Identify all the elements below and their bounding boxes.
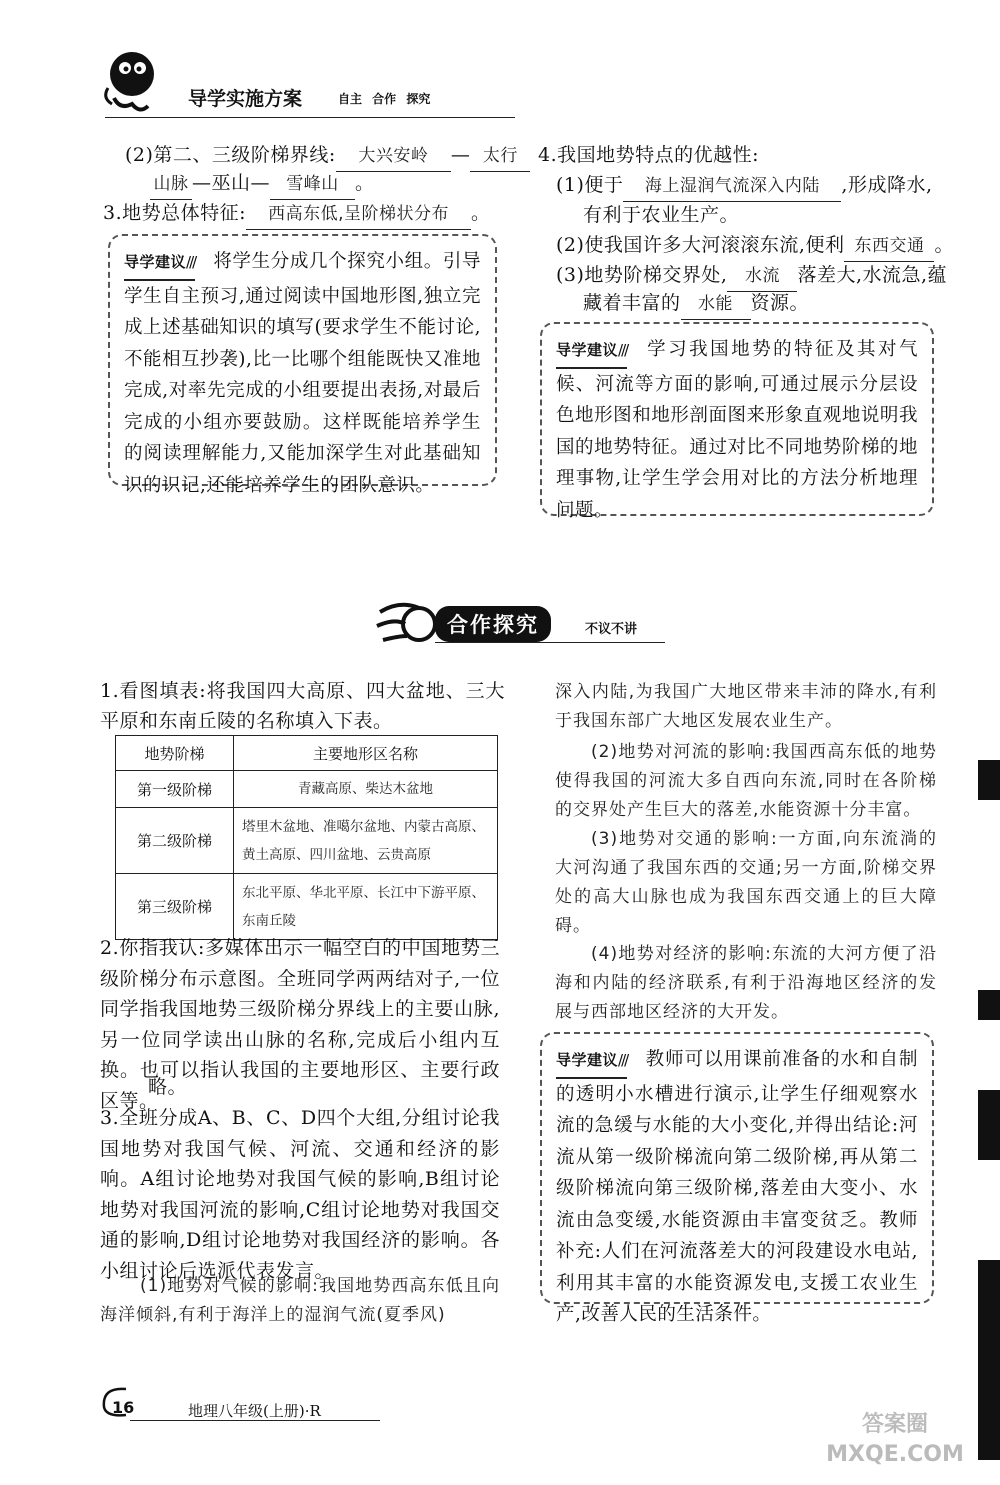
question-1: 1.看图填表:将我国四大高原、四大盆地、三大平原和东南丘陵的名称填入下表。 bbox=[100, 680, 505, 732]
answer-blank: 太行 bbox=[470, 141, 530, 172]
guide-box-3 bbox=[540, 1032, 934, 1325]
table-header: 主要地形区名称 bbox=[234, 736, 498, 771]
item-4-1: (1)便于 海上湿润气流深入内陆 ,形成降水, bbox=[556, 170, 933, 202]
answer-blank: 大兴安岭 bbox=[336, 141, 451, 172]
item-4-3: (3)地势阶梯交界处, 水流 落差大,水流急,蕴 bbox=[556, 260, 947, 292]
footer-swirl-icon bbox=[96, 1385, 136, 1420]
item-2-line1: (2)第二、三级阶梯界线: 大兴安岭 — 太行 bbox=[125, 140, 530, 172]
mascot-logo bbox=[100, 48, 162, 118]
header-rule bbox=[105, 117, 515, 118]
answer-blank: 水流 bbox=[727, 261, 797, 292]
guide-label: 导学建议/// bbox=[556, 1045, 627, 1079]
answer-blank: 水能 bbox=[681, 289, 751, 320]
guide-text: 教师可以用课前准备的水和自制的透明小水槽进行演示,让学生仔细观察水流的急缓与水能的大小变化,并得出结论:河流从第一级阶梯流向第二级阶梯,再从第二级阶梯流向第三级阶梯,落差由大变小、水流由急变缓,水能资源由丰富变贫乏。教师补充:人们在河流落差大的河段建设水电站,利用其丰富的水能资源发电,支援工农业生产,改善人民的生活条件。 bbox=[556, 1049, 918, 1325]
item-3: 3.地势总体特征: 西高东低,呈阶梯状分布 。 bbox=[103, 198, 491, 230]
question-3-answer-4: (4)地势对经济的影响:东流的大河方便了沿海和内陆的经济联系,有利于沿海地区经济的发展与西部地区经济的大开发。 bbox=[555, 944, 937, 1022]
item-4-title: 4.我国地势特点的优越性: bbox=[538, 144, 760, 166]
page-number: 16 bbox=[112, 1398, 135, 1417]
section-title: 合作探究 bbox=[435, 606, 551, 642]
item-4-1-line2: 有利于农业生产。 bbox=[583, 204, 740, 226]
guide-box-2 bbox=[540, 322, 934, 521]
answer-blank: 海上湿润气流深入内陆 bbox=[623, 171, 841, 202]
section-banner bbox=[375, 592, 665, 652]
guide-label: 导学建议/// bbox=[124, 247, 195, 281]
item-2-line2: 山脉 —巫山— 雪峰山 。 bbox=[150, 168, 375, 200]
watermark: 答案圈 MXQE.COM bbox=[826, 1412, 964, 1467]
book-title: 地理八年级(上册)·R bbox=[188, 1402, 321, 1420]
question-3: 3.全班分成A、B、C、D四个大组,分组讨论我国地势对我国气候、河流、交通和经济的影响。A组讨论地势对我国气候的影响,B组讨论地势对我国河流的影响,C组讨论地势对我国交通的影响,D组讨论地势对我国经济的影响。各小组讨论后选派代表发言。 bbox=[100, 1107, 500, 1282]
terrain-table bbox=[115, 735, 498, 940]
guide-box-1 bbox=[108, 234, 497, 496]
item-4-3-line2: 藏着丰富的 水能 资源。 bbox=[583, 288, 809, 320]
question-3-answer-3: (3)地势对交通的影响:一方面,向东流淌的大河沟通了我国东西的交通;另一方面,阶梯交界处的高大山脉也成为我国东西交通上的巨大障碍。 bbox=[555, 829, 937, 936]
section-note: 不议不讲 bbox=[585, 622, 638, 637]
guide-text: 将学生分成几个探究小组。引导学生自主预习,通过阅读中国地形图,独立完成上述基础知识的填写(要求学生不能讨论,不能相互抄袭),比一比哪个组能既快又准地完成,对率先完成的小组要提出表扬,对最后完成的小组亦要鼓励。这样既能培养学生的阅读理解能力,又能加深学生对此基础知识的识记,还能培养学生的团队意识。 bbox=[124, 251, 481, 496]
edge-marks bbox=[978, 760, 1000, 1460]
question-2: 2.你指我认:多媒体出示一幅空白的中国地势三级阶梯分布示意图。全班同学两两结对子,一位同学指我国地势三级阶梯分界线上的主要山脉,另一位同学读出山脉的名称,完成后小组内互换。也可以指认我国的主要地形区、主要行政区等。 bbox=[100, 937, 500, 1112]
question-3-answer-2: (2)地势对河流的影响:我国西高东低的地势使得我国的河流大多自西向东流,同时在各阶梯的交界处产生巨大的落差,水能资源十分丰富。 bbox=[555, 742, 937, 820]
answer-blank: 雪峰山 bbox=[270, 169, 355, 200]
footer-rule bbox=[130, 1420, 380, 1421]
answer-blank: 东西交通 bbox=[844, 231, 934, 262]
table-row: 第三级阶梯 东北平原、华北平原、长江中下游平原、东南丘陵 bbox=[116, 874, 498, 940]
answer-blank: 西高东低,呈阶梯状分布 bbox=[246, 199, 471, 230]
table-header: 地势阶梯 bbox=[116, 736, 234, 771]
header-title: 导学实施方案 bbox=[188, 88, 303, 110]
guide-text: 学习我国地势的特征及其对气候、河流等方面的影响,可通过展示分层设色地形图和地形剖面图来形象直观地说明我国的地势特征。通过对比不同地势阶梯的地理事物,让学生学会用对比的方法分析地理问题。 bbox=[556, 339, 918, 521]
answer-1-continued: 深入内陆,为我国广大地区带来丰沛的降水,有利于我国东部广大地区发展农业生产。 bbox=[555, 682, 937, 731]
header-subtitle: 自主 合作 探究 bbox=[338, 92, 431, 106]
table-row: 第二级阶梯 塔里木盆地、准噶尔盆地、内蒙古高原、黄土高原、四川盆地、云贵高原 bbox=[116, 808, 498, 874]
guide-label: 导学建议/// bbox=[556, 335, 627, 369]
question-3-answer-1: (1)地势对气候的影响:我国地势西高东低且向海洋倾斜,有利于海洋上的湿润气流(夏季风) bbox=[100, 1276, 500, 1325]
answer-blank: 山脉 bbox=[150, 169, 192, 200]
item-4-2: (2)使我国许多大河滚滚东流,便利 东西交通 。 bbox=[556, 230, 954, 262]
question-2-answer: 略。 bbox=[148, 1076, 188, 1098]
table-row: 第一级阶梯 青藏高原、柴达木盆地 bbox=[116, 771, 498, 808]
